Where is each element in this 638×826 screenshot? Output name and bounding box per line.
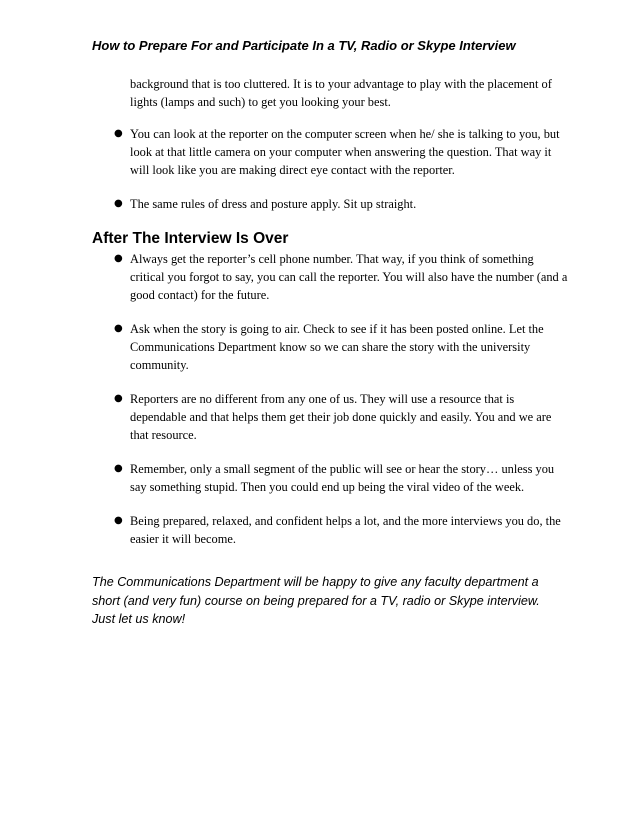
list-item-text: You can look at the reporter on the computer screen when he/ she is talking to you, but look at that little camera on your computer when answering the question. That way it will look like you are making direct eye contact with the reporter. [130,127,560,177]
list-item-text: The same rules of dress and posture apply. Sit up straight. [130,197,417,211]
list-item [0,250,570,304]
list-item [0,460,570,496]
list-item [0,125,570,179]
bullet-icon: ● [114,393,123,404]
list-item [0,195,570,213]
before-interview-bullet-list [0,125,638,213]
list-item [0,320,570,374]
running-header: How to Prepare For and Participate In a TV, Radio or Skype Interview [92,38,516,53]
bullet-icon: ● [114,323,123,334]
list-item-text: Remember, only a small segment of the public will see or hear the story… unless you say something stupid. Then you could end up being the viral video of the week. [130,462,555,494]
list-item-text: Being prepared, relaxed, and confident helps a lot, and the more interviews you do, the easier it will become. [130,514,561,546]
bullet-icon: ● [114,515,123,526]
list-item-text: Reporters are no different from any one of us. They will use a resource that is dependable and that helps them get their job done quickly and easily. You and we are that resource. [130,392,552,442]
list-item-text: Always get the reporter’s cell phone number. That way, if you think of something critical you forgot to say, you can call the reporter. You will also have the number (and a good contact) for the future. [130,252,568,302]
after-interview-bullet-list [0,250,638,548]
list-item [0,390,570,444]
section-heading: After The Interview Is Over [92,230,289,247]
continued-paragraph: background that is too cluttered. It is to your advantage to play with the placement of lights (lamps and such) to get you looking your best. [130,77,552,109]
closing-note: The Communications Department will be happy to give any faculty department a short (and very fun) course on being prepared for a TV, radio or Skype interview. Just let us know! [92,575,540,626]
bullet-icon: ● [114,198,123,209]
bullet-icon: ● [114,253,123,264]
bullet-icon: ● [114,463,123,474]
bullet-icon: ● [114,128,123,139]
list-item-text: Ask when the story is going to air. Check to see if it has been posted online. Let the Communications Department know so we can share the story with the university community. [130,322,544,372]
list-item [0,512,570,548]
